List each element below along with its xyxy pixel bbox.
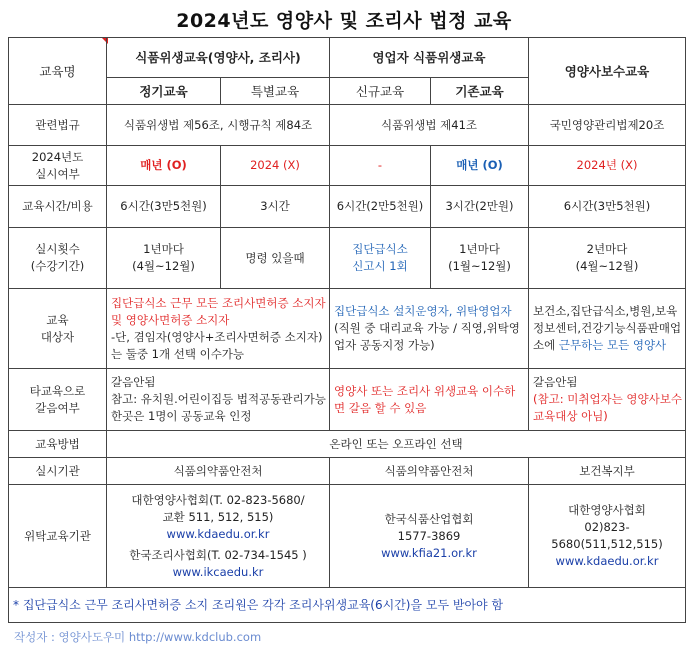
label-line: 2024년도 (31, 149, 84, 164)
target-food-red: 집단급식소 근무 모든 조리사면허증 소지자 및 영양사면허증 소지자 (111, 295, 326, 327)
cell-line: 신고시 1회 (352, 259, 408, 273)
cell-line: 집단급식소 (352, 242, 408, 256)
consigned-business (330, 485, 529, 588)
frequency-new (330, 228, 431, 289)
org-url-link[interactable]: www.kdaedu.or.kr (555, 554, 659, 568)
frequency-existing (431, 228, 529, 289)
organizer-business: 식품의약품안전처 (330, 458, 529, 485)
row-label-target (9, 289, 107, 369)
target-nutritionist (529, 289, 686, 369)
org-phone: 1577-3869 (397, 528, 461, 543)
cell-line: 1년마다 (459, 242, 500, 256)
table-row-law (9, 105, 686, 146)
time-cost-existing: 3시간(2만원) (431, 186, 529, 228)
table-row-method (9, 431, 686, 458)
org-name: 대한영양사협회 (568, 503, 646, 517)
organizer-nutritionist: 보건복지부 (529, 458, 686, 485)
row-label-law: 관련법규 (9, 105, 107, 146)
header-education-name: 교육명 (9, 38, 107, 105)
label-line: (수강기간) (30, 259, 85, 273)
cell-line: (1월~12월) (448, 259, 511, 273)
cell-line: (4월~12월) (575, 259, 639, 273)
org-name: 대한영양사협회(T. 02-823-5680/교환 511, 512, 515) (131, 492, 305, 524)
time-cost-nutritionist: 6시간(3만5천원) (529, 186, 686, 228)
label-line: 실시횟수 (35, 242, 80, 256)
cell-line: 갈음안됨 (533, 375, 578, 389)
target-nutritionist-blue: 근무하는 모든 영양사 (558, 338, 667, 352)
table-row-consigned (9, 485, 686, 588)
target-food-note: -단, 겸임자(영양사+조리사면허증 소지자)는 둘중 1개 선택 이수가능 (111, 329, 323, 361)
law-food-hygiene: 식품위생법 제56조, 시행규칙 제84조 (107, 105, 330, 146)
row-label-time-cost: 교육시간/비용 (9, 186, 107, 228)
label-line: 교육 (46, 312, 69, 327)
method-value: 온라인 또는 오프라인 선택 (107, 431, 686, 458)
org-phone: 02)823-5680(511,512,515) (551, 520, 663, 551)
row-label-implementation (9, 146, 107, 186)
table-row-implementation (9, 146, 686, 186)
table-row-footnote (9, 588, 686, 623)
header-business-hygiene: 영업자 식품위생교육 (330, 38, 529, 78)
header-special: 특별교육 (221, 78, 330, 105)
header-food-hygiene: 식품위생교육(영양사, 조리사) (107, 38, 330, 78)
label-line: 갈음여부 (35, 400, 80, 415)
table-header-row (9, 38, 686, 78)
target-business-note: (직원 중 대리교육 가능 / 직영,위탁영업자 공동지정 가능) (334, 321, 520, 352)
cell-line: (참고: 미취업자는 영양사보수교육대상 아님) (533, 392, 682, 423)
implementation-regular: 매년 (O) (107, 146, 221, 186)
cell-line: (4월~12월) (132, 259, 195, 273)
frequency-special: 명령 있을때 (221, 228, 330, 289)
law-nutritionist: 국민영양관리법제20조 (529, 105, 686, 146)
time-cost-regular: 6시간(3만5천원) (107, 186, 221, 228)
author-credit: 작성자 : 영양사도우미 http://www.kdclub.com (14, 630, 262, 644)
table-row-frequency (9, 228, 686, 289)
table-row-substitute (9, 369, 686, 431)
label-line: 실시여부 (35, 166, 80, 181)
substitute-food-hygiene (107, 369, 330, 431)
header-regular: 정기교육 (107, 78, 221, 105)
row-label-frequency (9, 228, 107, 289)
page-title: 2024년도 영양사 및 조리사 법정 교육 (176, 10, 512, 32)
law-business: 식품위생법 제41조 (330, 105, 529, 146)
substitute-nutritionist (529, 369, 686, 431)
cell-line: 1년마다 (143, 242, 184, 256)
time-cost-special: 3시간 (221, 186, 330, 228)
footnote: * 집단급식소 근무 조리사면허증 소지 조리원은 각각 조리사위생교육(6시간)을 모두 받아야 함 (9, 588, 686, 623)
org-url-link[interactable]: www.kdaedu.or.kr (166, 526, 270, 541)
table-row-organizer (9, 458, 686, 485)
implementation-special: 2024 (X) (221, 146, 330, 186)
frequency-regular (107, 228, 221, 289)
cell-line: 2년마다 (586, 242, 628, 256)
implementation-nutritionist: 2024년 (X) (529, 146, 686, 186)
cell-line: 갈음안됨 (111, 375, 156, 389)
consigned-nutritionist (529, 485, 686, 588)
row-label-consigned: 위탁교육기관 (9, 485, 107, 588)
cell-line: 참고: 유치원.어린이집등 법적공동관리가능 한곳은 1명이 공동교육 인정 (111, 392, 326, 423)
row-label-substitute (9, 369, 107, 431)
target-business (330, 289, 529, 369)
frequency-nutritionist (529, 228, 686, 289)
org-name: 한국식품산업협회 (384, 511, 474, 526)
label-line: 타교육으로 (29, 383, 86, 398)
target-nutritionist-text: 보건소,집단급식소,병원,보육정보센터,건강기능식품판매업소에 (533, 304, 682, 352)
implementation-new: - (330, 146, 431, 186)
implementation-existing: 매년 (O) (431, 146, 529, 186)
org-name: 한국조리사협회(T. 02-734-1545 ) (129, 547, 307, 562)
header-new: 신규교육 (330, 78, 431, 105)
row-label-method: 교육방법 (9, 431, 107, 458)
table-row-target (9, 289, 686, 369)
org-url-link[interactable]: www.kfia21.or.kr (381, 545, 477, 560)
table-row-time-cost (9, 186, 686, 228)
education-table (8, 37, 686, 623)
header-existing: 기존교육 (431, 78, 529, 105)
header-nutritionist-supplementary: 영양사보수교육 (529, 38, 686, 105)
target-business-blue: 집단급식소 설치운영자, 위탁영업자 (334, 304, 512, 318)
row-label-organizer: 실시기관 (9, 458, 107, 485)
org-url-link[interactable]: www.ikcaedu.kr (172, 564, 264, 579)
consigned-food (107, 485, 330, 588)
label-line: 대상자 (40, 329, 75, 344)
target-food-hygiene (107, 289, 330, 369)
substitute-business: 영양사 또는 조리사 위생교육 이수하면 갈음 할 수 있음 (330, 369, 529, 431)
organizer-food: 식품의약품안전처 (107, 458, 330, 485)
time-cost-new: 6시간(2만5천원) (330, 186, 431, 228)
